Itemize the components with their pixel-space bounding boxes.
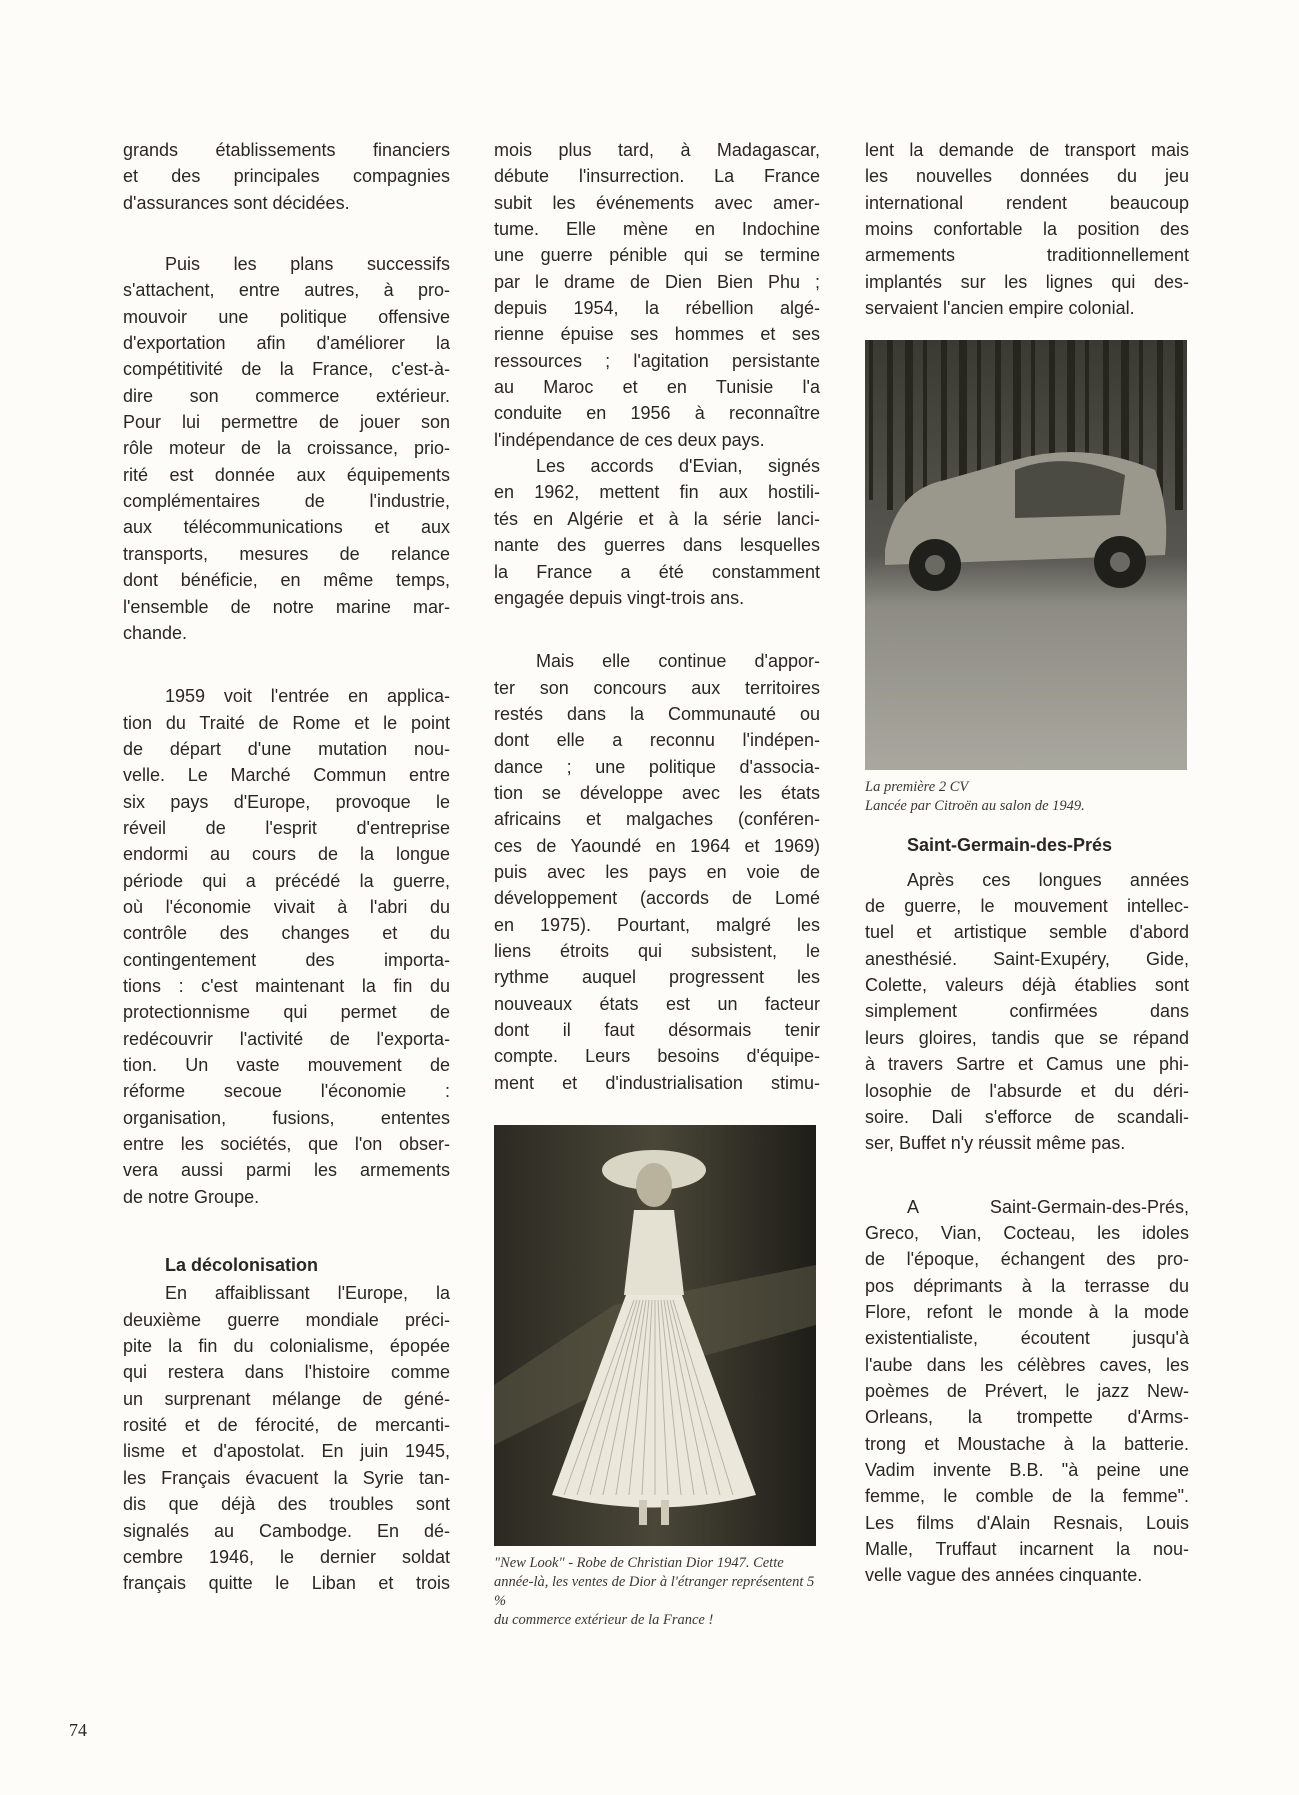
- text-line: réveil de l'esprit d'entreprise: [123, 817, 450, 838]
- text-line: signalés au Cambodge. En dé-: [123, 1520, 450, 1541]
- caption-line: du commerce extérieur de la France !: [494, 1612, 714, 1629]
- text-line: Flore, refont le monde à la mode: [865, 1301, 1189, 1322]
- text-line: Les accords d'Evian, signés: [536, 456, 820, 477]
- text-line: les Français évacuent la Syrie tan-: [123, 1467, 450, 1488]
- text-line: tume. Elle mène en Indochine: [494, 219, 820, 240]
- text-line: velle vague des années cinquante.: [865, 1565, 1143, 1586]
- text-line: tuel et artistique semble d'abord: [865, 922, 1189, 943]
- text-line: de départ d'une mutation nou-: [123, 738, 450, 759]
- column-1: [123, 137, 450, 1597]
- text-line: réforme secoue l'économie :: [123, 1081, 450, 1102]
- text-line: débute l'insurrection. La France: [494, 166, 820, 187]
- text-line: tion du Traité de Rome et le point: [123, 712, 450, 733]
- text-line: contingentement des importa-: [123, 949, 450, 970]
- text-line: rythme auquel progressent les: [494, 967, 820, 988]
- text-line: redécouvrir l'activité de l'exporta-: [123, 1028, 450, 1049]
- text-line: français quitte le Liban et trois: [123, 1573, 450, 1594]
- text-line: ment et d'industrialisation stimu-: [494, 1072, 820, 1093]
- text-line: la France a été constamment: [494, 561, 820, 582]
- text-line: anesthésié. Saint-Exupéry, Gide,: [865, 948, 1189, 969]
- text-line: poèmes de Prévert, le jazz New-: [865, 1380, 1189, 1401]
- section-heading: La décolonisation: [165, 1255, 319, 1276]
- text-line: l'ensemble de notre marine mar-: [123, 596, 450, 617]
- text-line: conduite en 1956 à reconnaître: [494, 403, 820, 424]
- text-line: subit les événements avec amer-: [494, 192, 820, 213]
- paragraph: [123, 1280, 450, 1596]
- figure: [865, 340, 1189, 816]
- text-line: aux télécommunications et aux: [123, 517, 450, 538]
- text-line: 1959 voit l'entrée en applica-: [165, 686, 450, 707]
- text-line: ressources ; l'agitation persistante: [494, 350, 820, 371]
- caption-line: Lancée par Citroën au salon de 1949.: [865, 798, 1085, 815]
- text-line: moins confortable la position des: [865, 219, 1189, 240]
- text-line: une guerre pénible qui se termine: [494, 245, 820, 266]
- text-line: En affaiblissant l'Europe, la: [165, 1283, 450, 1304]
- text-line: cembre 1946, le dernier soldat: [123, 1546, 450, 1567]
- photo-citroen-2cv: [865, 340, 1187, 770]
- section-heading: Saint-Germain-des-Prés: [907, 835, 1113, 856]
- text-line: implantés sur les lignes qui des-: [865, 271, 1189, 292]
- text-line: nante des guerres dans lesquelles: [494, 535, 820, 556]
- text-line: armements traditionnellement: [865, 245, 1189, 266]
- text-line: rôle moteur de la croissance, prio-: [123, 438, 450, 459]
- text-line: Les films d'Alain Resnais, Louis: [865, 1512, 1189, 1533]
- text-line: pos déprimants à la terrasse du: [865, 1275, 1189, 1296]
- text-line: protectionnisme qui permet de: [123, 1002, 450, 1023]
- text-line: lisme et d'apostolat. En juin 1945,: [123, 1441, 450, 1462]
- text-line: grands établissements financiers: [123, 140, 450, 160]
- text-line: en 1962, mettent fin aux hostili-: [494, 482, 820, 503]
- text-line: Puis les plans successifs: [165, 254, 450, 275]
- text-line: s'attachent, entre autres, à pro-: [123, 280, 450, 301]
- text-line: mois plus tard, à Madagascar,: [494, 140, 820, 160]
- text-line: et des principales compagnies: [123, 166, 450, 187]
- text-line: engagée depuis vingt-trois ans.: [494, 587, 745, 608]
- text-line: rienne épuise ses hommes et ses: [494, 324, 820, 345]
- text-line: soire. Dali s'efforce de scandali-: [865, 1106, 1189, 1127]
- text-line: tion se développe avec les états: [494, 782, 820, 803]
- text-line: complémentaires de l'industrie,: [123, 491, 450, 512]
- text-line: d'assurances sont décidées.: [123, 192, 350, 213]
- paragraph: [865, 1194, 1189, 1589]
- paragraph: [494, 648, 820, 1096]
- text-line: trong et Moustache à la batterie.: [865, 1433, 1189, 1454]
- text-line: existentialiste, écoutent jusqu'à: [865, 1328, 1189, 1349]
- text-line: Malle, Truffaut incarnent la nou-: [865, 1539, 1189, 1559]
- text-line: international rendent beaucoup: [865, 192, 1189, 213]
- text-line: au Maroc et en Tunisie l'a: [494, 377, 820, 398]
- text-line: losophie de l'absurde et du déri-: [865, 1080, 1189, 1101]
- paragraph: [123, 683, 450, 1210]
- text-line: à travers Sartre et Camus une phi-: [865, 1054, 1189, 1075]
- text-line: ces de Yaoundé en 1964 et 1969): [494, 835, 820, 856]
- text-line: compte. Leurs besoins d'équipe-: [494, 1046, 820, 1067]
- text-line: six pays d'Europe, provoque le: [123, 791, 450, 812]
- text-line: de guerre, le mouvement intellec-: [865, 896, 1189, 917]
- text-line: organisation, fusions, ententes: [123, 1107, 450, 1128]
- text-line: velle. Le Marché Commun entre: [123, 765, 450, 786]
- text-line: tion. Un vaste mouvement de: [123, 1055, 450, 1075]
- text-line: Orleans, la trompette d'Arms-: [865, 1407, 1189, 1428]
- text-line: transports, mesures de relance: [123, 543, 450, 564]
- text-line: rosité et de férocité, de mercanti-: [123, 1415, 450, 1436]
- figure: [494, 1125, 820, 1630]
- text-line: Vadim invente B.B. "à peine une: [865, 1459, 1189, 1480]
- text-line: Colette, valeurs déjà établies sont: [865, 975, 1189, 996]
- text-line: l'indépendance de ces deux pays.: [494, 429, 765, 450]
- paragraph: [123, 137, 450, 216]
- text-line: tés en Algérie et à la série lanci-: [494, 508, 820, 529]
- text-line: puis avec les pays en voie de: [494, 861, 820, 882]
- photo-dior-dress: [494, 1125, 816, 1546]
- text-line: dis que déjà des troubles sont: [123, 1494, 450, 1515]
- text-line: A Saint-Germain-des-Prés,: [907, 1196, 1189, 1217]
- paragraph: [865, 867, 1189, 1157]
- text-line: rité est donnée aux équipements: [123, 464, 450, 485]
- column-3: [865, 137, 1189, 1589]
- text-line: vera aussi parmi les armements: [123, 1160, 450, 1181]
- paragraph: [494, 137, 820, 453]
- text-line: Après ces longues années: [907, 869, 1189, 890]
- caption-line: La première 2 CV: [865, 779, 969, 796]
- column-2: [494, 137, 820, 1630]
- text-line: d'exportation afin d'améliorer la: [123, 333, 450, 354]
- text-line: lent la demande de transport mais: [865, 140, 1189, 160]
- text-line: de l'époque, échangent des pro-: [865, 1249, 1189, 1270]
- caption-line: année-là, les ventes de Dior à l'étranger représentent 5 %: [494, 1574, 815, 1610]
- page-number: 74: [69, 1720, 87, 1740]
- photo-caption: [865, 778, 1189, 816]
- text-line: entre les sociétés, que l'on obser-: [123, 1134, 450, 1155]
- text-line: depuis 1954, la rébellion algé-: [494, 298, 820, 319]
- paragraph: [123, 251, 450, 646]
- text-line: ser, Buffet n'y réussit même pas.: [865, 1133, 1126, 1154]
- text-line: contrôle des changes et du: [123, 923, 450, 944]
- photo-caption: [494, 1554, 820, 1630]
- text-line: leurs gloires, tandis que se répand: [865, 1027, 1189, 1048]
- text-line: tions : c'est maintenant la fin du: [123, 975, 450, 996]
- caption-line: "New Look" - Robe de Christian Dior 1947. Cette: [494, 1555, 784, 1572]
- text-line: restés dans la Communauté ou: [494, 703, 820, 724]
- text-line: qui restera dans l'histoire comme: [123, 1362, 450, 1383]
- text-line: l'aube dans les célèbres caves, les: [865, 1354, 1189, 1375]
- text-line: mouvoir une politique offensive: [123, 306, 450, 327]
- text-line: Mais elle continue d'appor-: [536, 651, 820, 672]
- text-line: en 1975). Pourtant, malgré les: [494, 914, 820, 935]
- paragraph: [494, 453, 820, 611]
- text-line: un surprenant mélange de géné-: [123, 1388, 450, 1409]
- text-line: période qui a précédé la guerre,: [123, 870, 450, 891]
- text-line: endormi au cours de la longue: [123, 844, 450, 865]
- text-line: nouveaux états est un facteur: [494, 993, 820, 1014]
- text-line: simplement confirmées dans: [865, 1001, 1189, 1022]
- text-line: dire son commerce extérieur.: [123, 385, 450, 406]
- paragraph: [865, 137, 1189, 321]
- text-line: servaient l'ancien empire colonial.: [865, 298, 1135, 319]
- text-line: par le drame de Dien Bien Phu ;: [494, 271, 820, 292]
- text-line: Pour lui permettre de jouer son: [123, 412, 450, 433]
- text-line: chande.: [123, 622, 188, 643]
- text-line: compétitivité de la France, c'est-à-: [123, 359, 450, 380]
- text-line: liens étroits qui subsistent, le: [494, 940, 820, 961]
- text-line: de notre Groupe.: [123, 1186, 260, 1207]
- text-line: deuxième guerre mondiale préci-: [123, 1309, 450, 1330]
- text-line: dont il faut désormais tenir: [494, 1020, 820, 1040]
- text-line: ter son concours aux territoires: [494, 677, 820, 698]
- text-line: femme, le comble de la femme".: [865, 1486, 1189, 1507]
- text-line: africains et malgaches (conféren-: [494, 809, 820, 830]
- text-line: dont elle a reconnu l'indépen-: [494, 730, 820, 751]
- text-line: pite la fin du colonialisme, épopée: [123, 1336, 450, 1357]
- text-line: dont bénéficie, en même temps,: [123, 570, 450, 591]
- text-line: où l'économie vivait à l'abri du: [123, 896, 450, 917]
- text-line: les nouvelles données du jeu: [865, 166, 1189, 187]
- text-line: dance ; une politique d'associa-: [494, 756, 820, 777]
- text-line: Greco, Vian, Cocteau, les idoles: [865, 1222, 1189, 1243]
- text-line: développement (accords de Lomé: [494, 888, 820, 909]
